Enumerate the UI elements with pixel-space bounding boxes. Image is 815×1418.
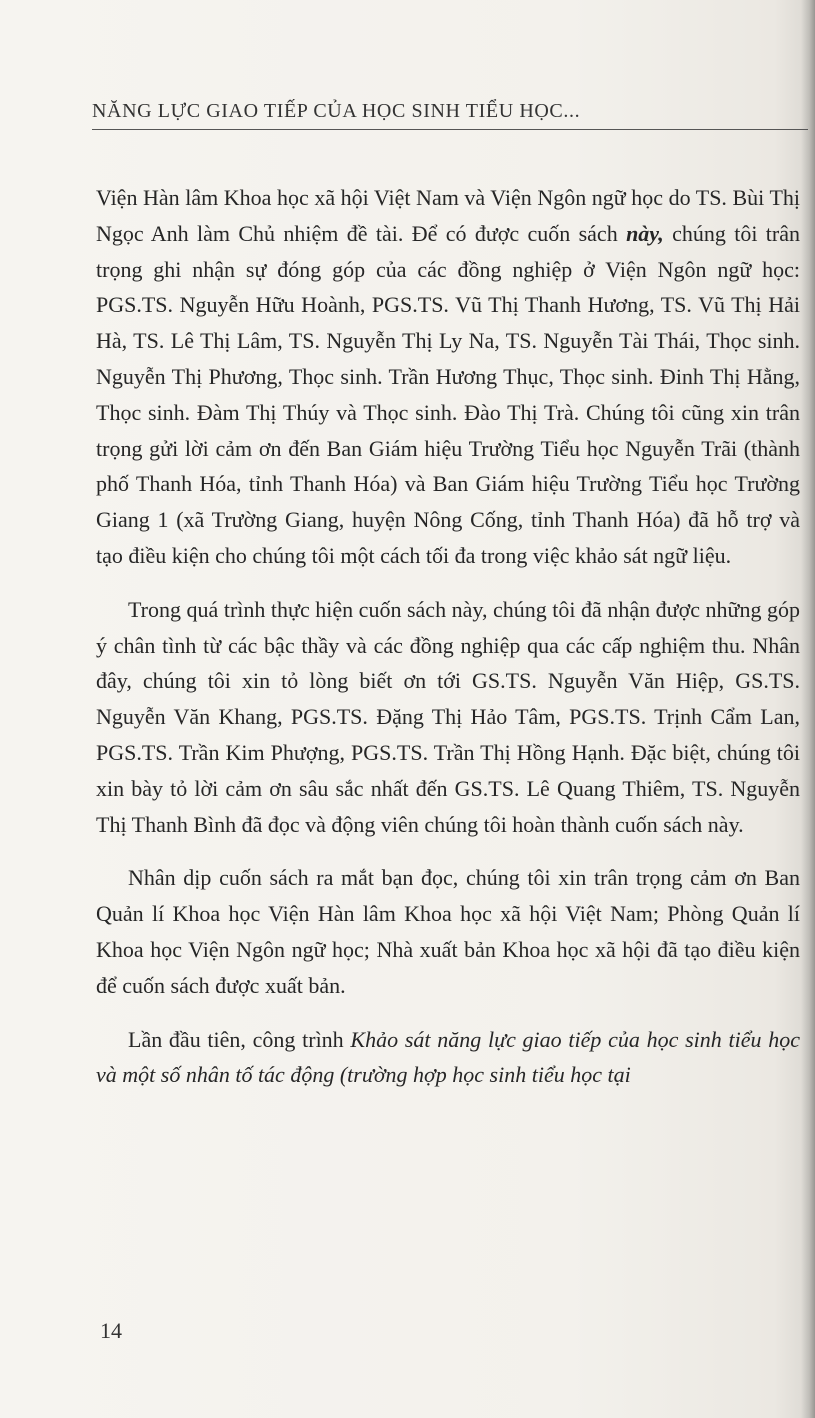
- paragraph-1-text-a: Viện Hàn lâm Khoa học xã hội Việt Nam và Viện Ngôn ngữ học do TS. Bùi Thị Ngọc Anh làm Chủ nhiệm đề tài. Để có được cuốn sách: [96, 185, 800, 246]
- paragraph-4: [96, 1022, 800, 1094]
- paragraph-4-text-a: Lần đầu tiên, công trình: [128, 1026, 351, 1052]
- body-text: [96, 180, 800, 1093]
- page-number: 14: [100, 1318, 122, 1343]
- paragraph-4-book-title: Khảo sát năng lực giao tiếp của học sinh tiểu học và một số nhân tố tác động (trường hợp học sinh tiểu học tại: [96, 1026, 800, 1088]
- paragraph-2: Trong quá trình thực hiện cuốn sách này, chúng tôi đã nhận được những góp ý chân tình từ các bậc thầy và các đồng nghiệp qua các cấp nghiệm thu. Nhân đây, chúng tôi xin tỏ lòng biết ơn tới GS.TS. Nguyễn Văn Hiệp, GS.TS. Nguyễn Văn Khang, PGS.TS. Đặng Thị Hảo Tâm, PGS.TS. Trịnh Cẩm Lan, PGS.TS. Trần Kim Phượng, PGS.TS. Trần Thị Hồng Hạnh. Đặc biệt, chúng tôi xin bày tỏ lời cảm ơn sâu sắc nhất đến GS.TS. Lê Quang Thiêm, TS. Nguyễn Thị Thanh Bình đã đọc và động viên chúng tôi hoàn thành cuốn sách này.: [96, 596, 800, 837]
- running-header: NĂNG LỰC GIAO TIẾP CỦA HỌC SINH TIỂU HỌC...: [92, 100, 581, 122]
- header-rule: [92, 129, 808, 130]
- paragraph-1-text-b: chúng tôi trân trọng ghi nhận sự đóng góp của các đồng nghiệp ở Viện Ngôn ngữ học: PGS.TS. Nguyễn Hữu Hoành, PGS.TS. Vũ Thị Thanh Hương, TS. Vũ Thị Hải Hà, TS. Lê Thị Lâm, TS. Nguyễn Thị Ly Na, TS. Nguyễn Tài Thái, Thọc sinh. Nguyễn Thị Phương, Thọc sinh. Trần Hương Thục, Thọc sinh. Đinh Thị Hằng, Thọc sinh. Đàm Thị Thúy và Thọc sinh. Đào Thị Trà. Chúng tôi cũng xin trân trọng gửi lời cảm ơn đến Ban Giám hiệu Trường Tiểu học Nguyễn Trãi (thành phố Thanh Hóa, tỉnh Thanh Hóa) và Ban Giám hiệu Trường Tiểu học Trường Giang 1 (xã Trường Giang, huyện Nông Cống, tỉnh Thanh Hóa) đã hỗ trợ và tạo điều kiện cho chúng tôi một cách tối đa trong việc khảo sát ngữ liệu.: [96, 220, 800, 568]
- paragraph-1-emphasis: này,: [626, 220, 664, 246]
- paragraph-1: [96, 180, 800, 574]
- page-edge-shadow: [801, 0, 815, 1418]
- paragraph-3: Nhân dịp cuốn sách ra mắt bạn đọc, chúng tôi xin trân trọng cảm ơn Ban Quản lí Khoa học Viện Hàn lâm Khoa học xã hội Việt Nam; Phòng Quản lí Khoa học Viện Ngôn ngữ học; Nhà xuất bản Khoa học xã hội đã tạo điều kiện để cuốn sách được xuất bản.: [96, 865, 800, 998]
